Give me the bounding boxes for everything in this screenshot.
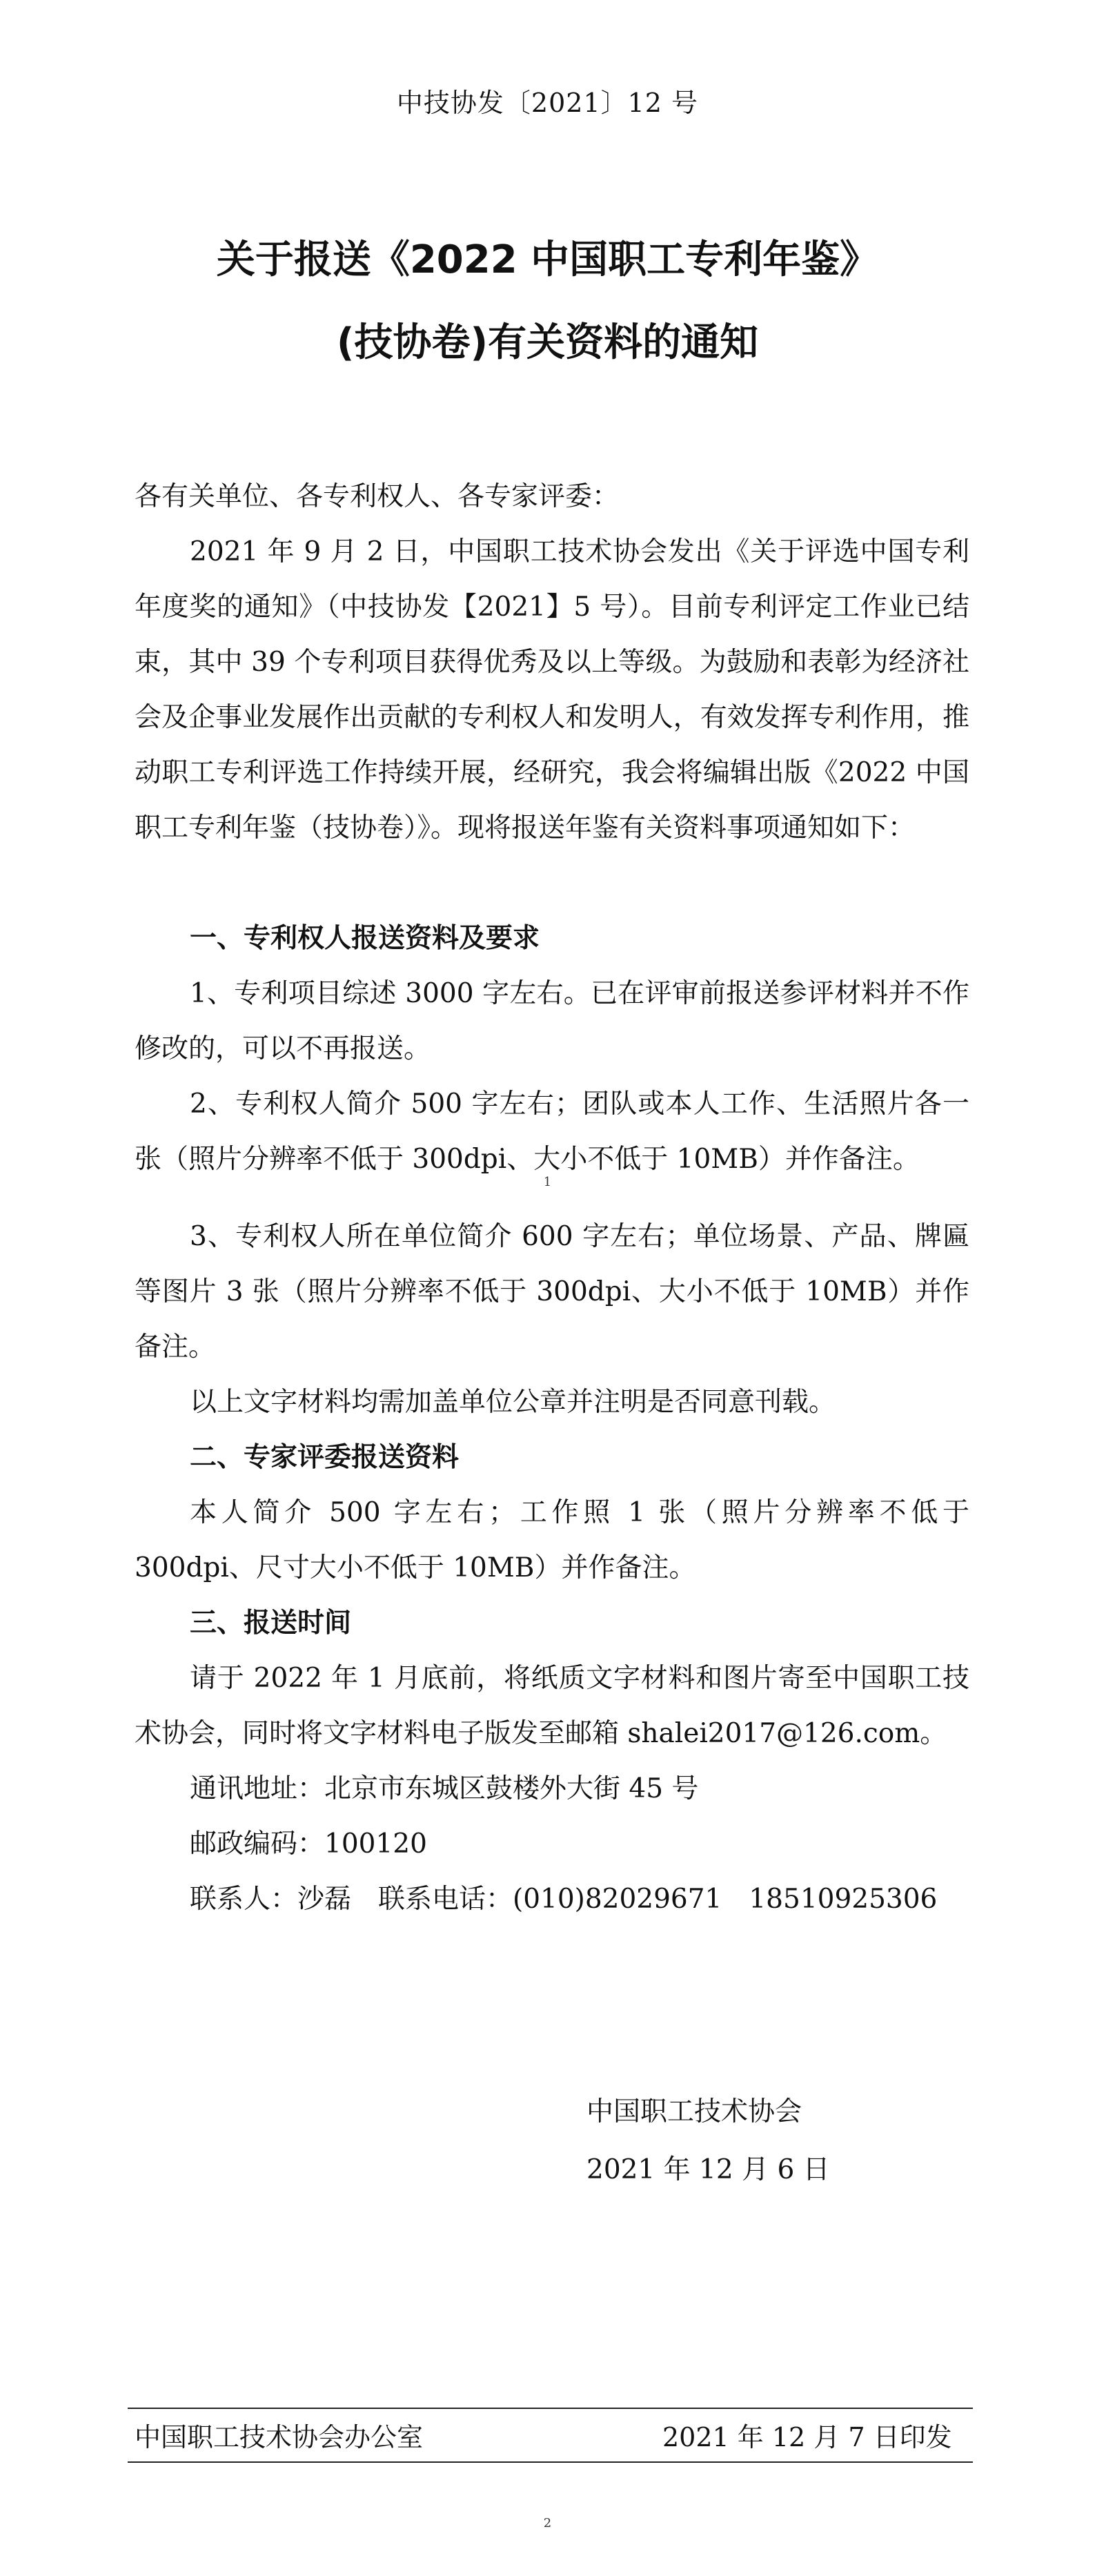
- requirement-item-1: 1、专利项目综述 3000 字左右。已在评审前报送参评材料并不作修改的，可以不再报送。: [135, 978, 969, 1064]
- footer-rule-top: [128, 2408, 973, 2409]
- signature-organization: 中国职工技术协会: [586, 2096, 802, 2127]
- page-number-1: 1: [543, 1175, 552, 1189]
- page-number-2: 2: [543, 2516, 552, 2530]
- deadline-paragraph: 请于 2022 年 1 月底前，将纸质文字材料和图片寄至中国职工技术协会，同时将文字材料电子版发至邮箱 shalei2017@126.com。: [135, 1663, 969, 1749]
- section-2-heading: 二、专家评委报送资料: [190, 1442, 460, 1473]
- contact-info: 联系人：沙磊 联系电话：(010)82029671 18510925306: [190, 1884, 938, 1915]
- expert-item: 本人简介 500 字左右；工作照 1 张（照片分辨率不低于 300dpi、尺寸大小不低于 10MB）并作备注。: [135, 1497, 969, 1583]
- section-1-heading: 一、专利权人报送资料及要求: [190, 923, 540, 954]
- signature-date: 2021 年 12 月 6 日: [586, 2154, 830, 2185]
- mailing-address: 通讯地址：北京市东城区鼓楼外大街 45 号: [190, 1773, 699, 1804]
- footer-print-date: 2021 年 12 月 7 日印发: [662, 2422, 952, 2452]
- requirement-item-2: 2、专利权人简介 500 字左右；团队或本人工作、生活照片各一张（照片分辨率不低于 300dpi、大小不低于 10MB）并作备注。: [135, 1089, 969, 1175]
- document-title-line-2: (技协卷)有关资料的通知: [336, 320, 759, 365]
- postal-code: 邮政编码：100120: [190, 1828, 427, 1860]
- footer-issuer: 中国职工技术协会办公室: [135, 2422, 424, 2452]
- footer-rule-bottom: [128, 2461, 973, 2463]
- document-number: 中技协发〔2021〕12 号: [396, 88, 699, 118]
- intro-paragraph: 2021 年 9 月 2 日，中国职工技术协会发出《关于评选中国专利年度奖的通知》（中技协发【2021】5 号）。目前专利评定工作业已结束，其中 39 个专利项目获得优秀及以上等级。为鼓励和表彰为经济社会及企事业发展作出贡献的专利权人和发明人，有效发挥专利作用，推动职工专利评选工作持续开展，经研究，我会将编辑出版《2022 中国职工专利年鉴（技协卷）》。现将报送年鉴有关资料事项通知如下：: [135, 536, 969, 843]
- salutation: 各有关单位、各专利权人、各专家评委：: [135, 481, 620, 512]
- section-3-heading: 三、报送时间: [190, 1608, 352, 1639]
- requirement-item-3: 3、专利权人所在单位简介 600 字左右；单位场景、产品、牌匾等图片 3 张（照片分辨率不低于 300dpi、大小不低于 10MB）并作备注。: [135, 1221, 969, 1363]
- seal-note: 以上文字材料均需加盖单位公章并注明是否同意刊载。: [190, 1387, 836, 1418]
- document-title-line-1: 关于报送《2022 中国职工专利年鉴》: [216, 237, 879, 282]
